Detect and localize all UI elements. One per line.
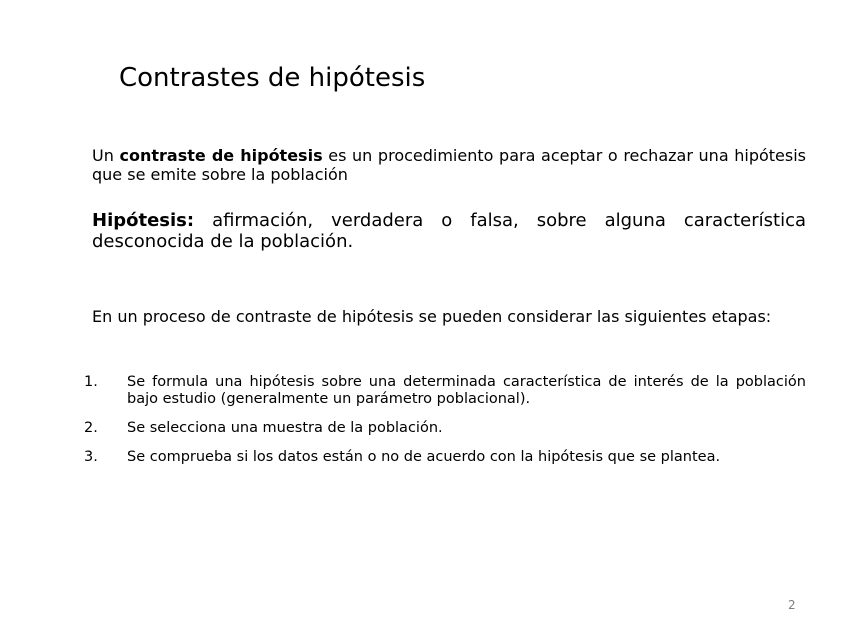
step-number: 1. — [84, 374, 98, 390]
step-text: Se comprueba si los datos están o no de acuerdo con la hipótesis que se plantea. — [127, 449, 721, 465]
definition-prefix: Un — [92, 146, 120, 165]
step-number: 3. — [84, 449, 98, 465]
definition-text: es un procedimiento para aceptar o rechazar una hipótesis que se emite sobre la población — [92, 146, 807, 184]
step-item — [84, 420, 806, 437]
definition-term: contraste de hipótesis — [119, 146, 323, 165]
definition-paragraph — [92, 146, 806, 184]
steps-list — [84, 374, 806, 478]
step-text: Se formula una hipótesis sobre una determinada característica de interés de la población bajo estudio (generalmente un parámetro poblacional). — [127, 374, 806, 407]
slide-title: Contrastes de hipótesis — [119, 63, 426, 93]
step-item — [84, 374, 806, 408]
step-item — [84, 449, 806, 466]
page-number: 2 — [788, 598, 796, 612]
hypothesis-paragraph — [92, 210, 806, 252]
hypothesis-text: afirmación, verdadera o falsa, sobre alguna característica desconocida de la población. — [92, 210, 806, 252]
process-intro-paragraph: En un proceso de contraste de hipótesis se pueden considerar las siguientes etapas: — [92, 307, 772, 326]
step-number: 2. — [84, 420, 98, 436]
step-text: Se selecciona una muestra de la población. — [127, 420, 443, 436]
hypothesis-term: Hipótesis: — [92, 210, 195, 231]
